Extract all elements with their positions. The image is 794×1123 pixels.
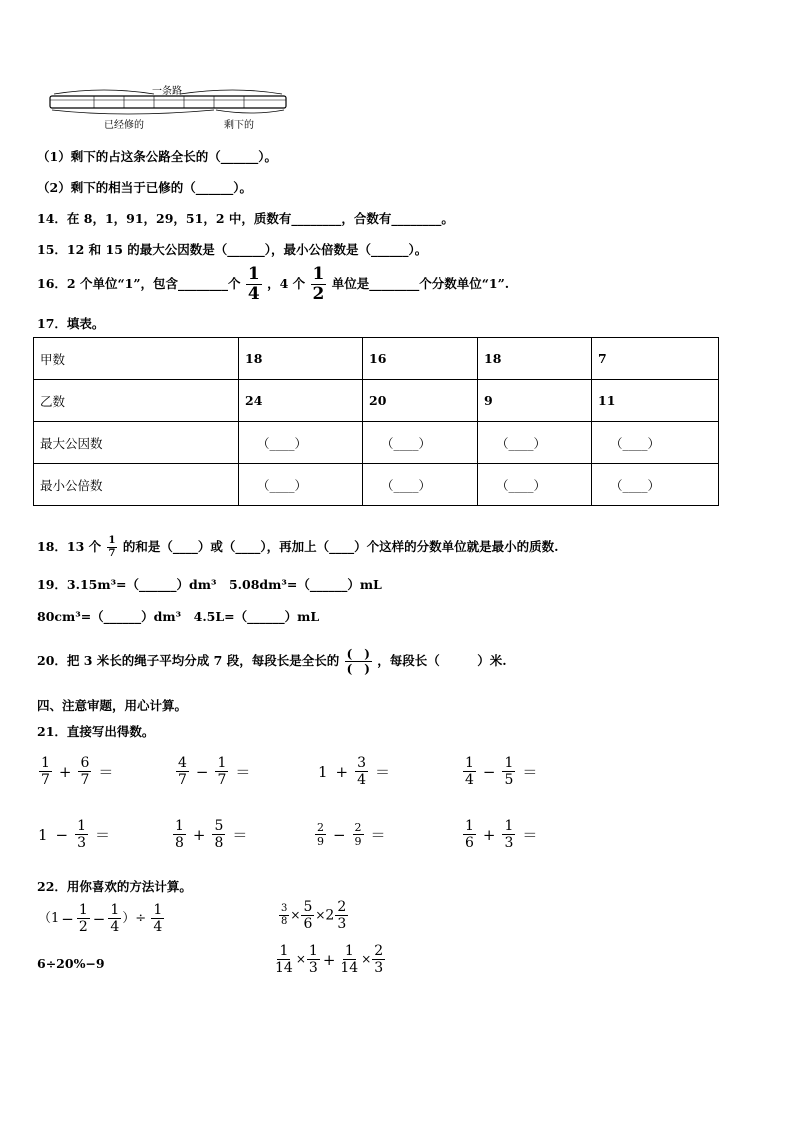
table-cell: （____） — [363, 464, 478, 506]
denominator: 3 — [77, 835, 87, 851]
q21-expr-7 — [314, 822, 388, 847]
fraction — [75, 819, 88, 850]
numerator: 2 — [374, 943, 384, 959]
table-row — [34, 380, 719, 422]
q15: 15．12 和 15 的最大公因数是（______），最小公倍数是（______）。 — [37, 242, 428, 257]
fraction — [338, 944, 360, 975]
numerator: 1 — [344, 943, 354, 959]
operator: − — [482, 762, 496, 781]
q21-expr-1 — [38, 756, 115, 787]
fraction — [108, 903, 121, 934]
operator: + — [482, 825, 496, 844]
equals-sign: ＝ — [522, 826, 538, 844]
numerator: ( ) — [346, 647, 370, 661]
q22-expr-2 — [278, 900, 349, 931]
q22-expr-4 — [272, 944, 386, 975]
table-cell: 24 — [239, 380, 363, 422]
times-sign: × — [361, 952, 372, 966]
equals-sign: ＝ — [232, 826, 248, 844]
numerator: 5 — [214, 818, 224, 834]
q21-expr-8 — [462, 819, 539, 850]
numerator: 1 — [110, 902, 120, 918]
row-label: 甲数 — [34, 338, 239, 380]
q20-text-b: ，每段长（ ）米. — [377, 653, 507, 668]
fraction — [355, 756, 368, 787]
road-top-label: 一条路 — [152, 86, 182, 97]
table-cell: 16 — [363, 338, 478, 380]
numerator: 2 — [354, 821, 362, 834]
numerator: 1 — [504, 755, 514, 771]
operator: + — [192, 825, 206, 844]
numerator: 1 — [312, 264, 325, 284]
numerator: 1 — [279, 943, 289, 959]
denominator: 6 — [303, 916, 313, 932]
denominator: 5 — [504, 772, 514, 788]
numerator: 1 — [78, 902, 88, 918]
operator: + — [58, 762, 72, 781]
q21-expr-3 — [316, 756, 392, 787]
q16-text-a: 16．2 个单位“1”，包含________个 — [37, 276, 241, 291]
q16-fraction-1 — [246, 266, 262, 303]
numerator: 5 — [303, 899, 313, 915]
q18-fraction — [107, 536, 118, 559]
table-cell: （____） — [592, 464, 719, 506]
row-label: 最小公倍数 — [34, 464, 239, 506]
operator: − — [92, 909, 106, 928]
fraction — [77, 903, 90, 934]
whole-number: 1 — [38, 825, 48, 844]
times-sign: × — [315, 908, 326, 922]
table-cell: （____） — [478, 464, 592, 506]
fraction — [502, 756, 515, 787]
fraction — [315, 822, 326, 847]
section-4-heading: 四、注意审题，用心计算。 — [37, 698, 188, 713]
numerator: 3 — [281, 903, 288, 914]
fraction — [151, 903, 164, 934]
denominator: 14 — [275, 960, 293, 976]
whole-number: 2 — [325, 907, 335, 924]
numerator: 6 — [80, 755, 90, 771]
q21-expr-5 — [36, 819, 112, 850]
numerator: 1 — [108, 535, 116, 546]
q16-text-c: 单位是________个分数单位“1”. — [331, 276, 510, 291]
denominator: 2 — [312, 284, 325, 304]
q16-fraction-2 — [311, 266, 327, 303]
numerator: 3 — [357, 755, 367, 771]
denominator: 7 — [108, 548, 116, 559]
q17-title: 17．填表。 — [37, 316, 105, 331]
road-top-brace-left — [54, 90, 154, 94]
fraction — [78, 756, 91, 787]
numerator: 1 — [465, 755, 474, 771]
table-cell: 7 — [592, 338, 719, 380]
q21-expr-4 — [462, 756, 539, 787]
numerator: 1 — [153, 902, 163, 918]
denominator: 4 — [153, 919, 163, 935]
q21-expr-2 — [175, 756, 252, 787]
denominator: 4 — [465, 772, 474, 788]
q21-title: 21．直接写出得数。 — [37, 724, 155, 739]
table-cell: （____） — [239, 422, 363, 464]
row-label: 乙数 — [34, 380, 239, 422]
q22-title: 22．用你喜欢的方法计算。 — [37, 879, 192, 894]
table-cell: （____） — [363, 422, 478, 464]
fraction — [39, 756, 52, 787]
numerator: 1 — [41, 755, 50, 771]
road-top-brace-right — [180, 90, 282, 94]
equals-sign: ＝ — [522, 763, 538, 781]
road-right-label: 剩下的 — [224, 120, 254, 131]
denominator: 2 — [78, 919, 88, 935]
equals-sign: ＝ — [235, 763, 251, 781]
fraction — [301, 900, 314, 931]
operator: − — [195, 762, 209, 781]
operator: − — [55, 825, 69, 844]
table-cell: 20 — [363, 380, 478, 422]
q13-part2: （2）剩下的相当于已修的（______）。 — [37, 180, 252, 195]
q17-table — [33, 337, 719, 506]
q20 — [37, 643, 507, 679]
numerator: 1 — [465, 818, 474, 834]
numerator: 4 — [178, 755, 187, 771]
fraction — [212, 819, 225, 850]
denominator: 6 — [465, 835, 474, 851]
row-label: 最大公因数 — [34, 422, 239, 464]
denominator: 7 — [80, 772, 90, 788]
denominator: 8 — [214, 835, 224, 851]
fraction — [273, 944, 295, 975]
q20-fraction — [345, 648, 372, 675]
operator: − — [332, 825, 346, 844]
numerator: 2 — [317, 821, 324, 834]
denominator: 7 — [41, 772, 50, 788]
times-sign: × — [295, 952, 306, 966]
times-sign: × — [290, 908, 301, 922]
denominator: 7 — [178, 772, 187, 788]
numerator: 1 — [217, 755, 227, 771]
road-bottom-brace-right — [216, 110, 284, 113]
equals-sign: ＝ — [375, 763, 391, 781]
q16 — [37, 264, 509, 304]
operator: − — [61, 909, 74, 928]
table-cell: 18 — [478, 338, 592, 380]
fraction — [215, 756, 228, 787]
denominator: 3 — [308, 960, 318, 976]
fraction — [279, 904, 289, 927]
equals-sign: ＝ — [370, 826, 386, 844]
fraction — [502, 819, 515, 850]
table-row — [34, 464, 719, 506]
fraction — [335, 900, 348, 931]
fraction — [307, 944, 320, 975]
table-cell: （____） — [239, 464, 363, 506]
denominator: 3 — [504, 835, 514, 851]
q22-expr-1 — [38, 903, 165, 934]
q16-text-b: ，4 个 — [267, 276, 306, 291]
numerator: 1 — [247, 264, 260, 284]
numerator: 1 — [175, 818, 184, 834]
q18 — [37, 532, 558, 562]
q13-part1: （1）剩下的占这条公路全长的（______）。 — [37, 149, 277, 164]
equals-sign: ＝ — [98, 763, 114, 781]
denominator: 8 — [281, 916, 288, 927]
close-paren-divide: ）÷ — [122, 911, 147, 926]
q22-expr-3: 6÷20%−9 — [37, 956, 105, 971]
denominator: ( ) — [346, 662, 370, 676]
fraction — [463, 819, 476, 850]
fraction — [372, 944, 385, 975]
denominator: 14 — [340, 960, 359, 976]
table-row — [34, 422, 719, 464]
denominator: 4 — [247, 284, 260, 304]
road-bottom-brace-left — [52, 110, 214, 114]
table-cell: 18 — [239, 338, 363, 380]
denominator: 4 — [110, 919, 120, 935]
q14: 14．在 8，1，91，29，51，2 中，质数有________，合数有________。 — [37, 211, 454, 226]
q20-text-a: 20．把 3 米长的绳子平均分成 7 段，每段长是全长的 — [37, 653, 340, 668]
road-left-label: 已经修的 — [104, 120, 144, 131]
table-cell: 9 — [478, 380, 592, 422]
open-paren: （1 — [38, 911, 60, 926]
table-row — [34, 338, 719, 380]
equals-sign: ＝ — [95, 826, 111, 844]
denominator: 8 — [175, 835, 184, 851]
q21-expr-6 — [172, 819, 249, 850]
fraction — [353, 822, 364, 847]
operator: + — [335, 762, 349, 781]
fraction — [176, 756, 189, 787]
q19-line2: 80cm³=（______）dm³ 4.5L=（______）mL — [37, 609, 320, 624]
fraction — [173, 819, 186, 850]
q18-text-b: 的和是（____）或（____），再加上（____）个这样的分数单位就是最小的质数. — [122, 539, 559, 554]
numerator: 1 — [308, 943, 318, 959]
numerator: 2 — [337, 899, 347, 915]
q19-line1: 19．3.15m³=（______）dm³ 5.08dm³=（______）mL — [37, 577, 382, 592]
q18-text-a: 18．13 个 — [37, 539, 102, 554]
numerator: 1 — [77, 818, 87, 834]
whole-number: 1 — [318, 762, 328, 781]
table-cell: 11 — [592, 380, 719, 422]
numerator: 1 — [504, 818, 514, 834]
table-cell: （____） — [592, 422, 719, 464]
denominator: 3 — [374, 960, 384, 976]
denominator: 9 — [354, 835, 362, 848]
table-cell: （____） — [478, 422, 592, 464]
road-bar — [50, 96, 286, 108]
fraction — [463, 756, 476, 787]
denominator: 9 — [317, 835, 324, 848]
denominator: 7 — [217, 772, 227, 788]
operator: + — [322, 950, 336, 969]
denominator: 4 — [357, 772, 367, 788]
denominator: 3 — [337, 916, 347, 932]
